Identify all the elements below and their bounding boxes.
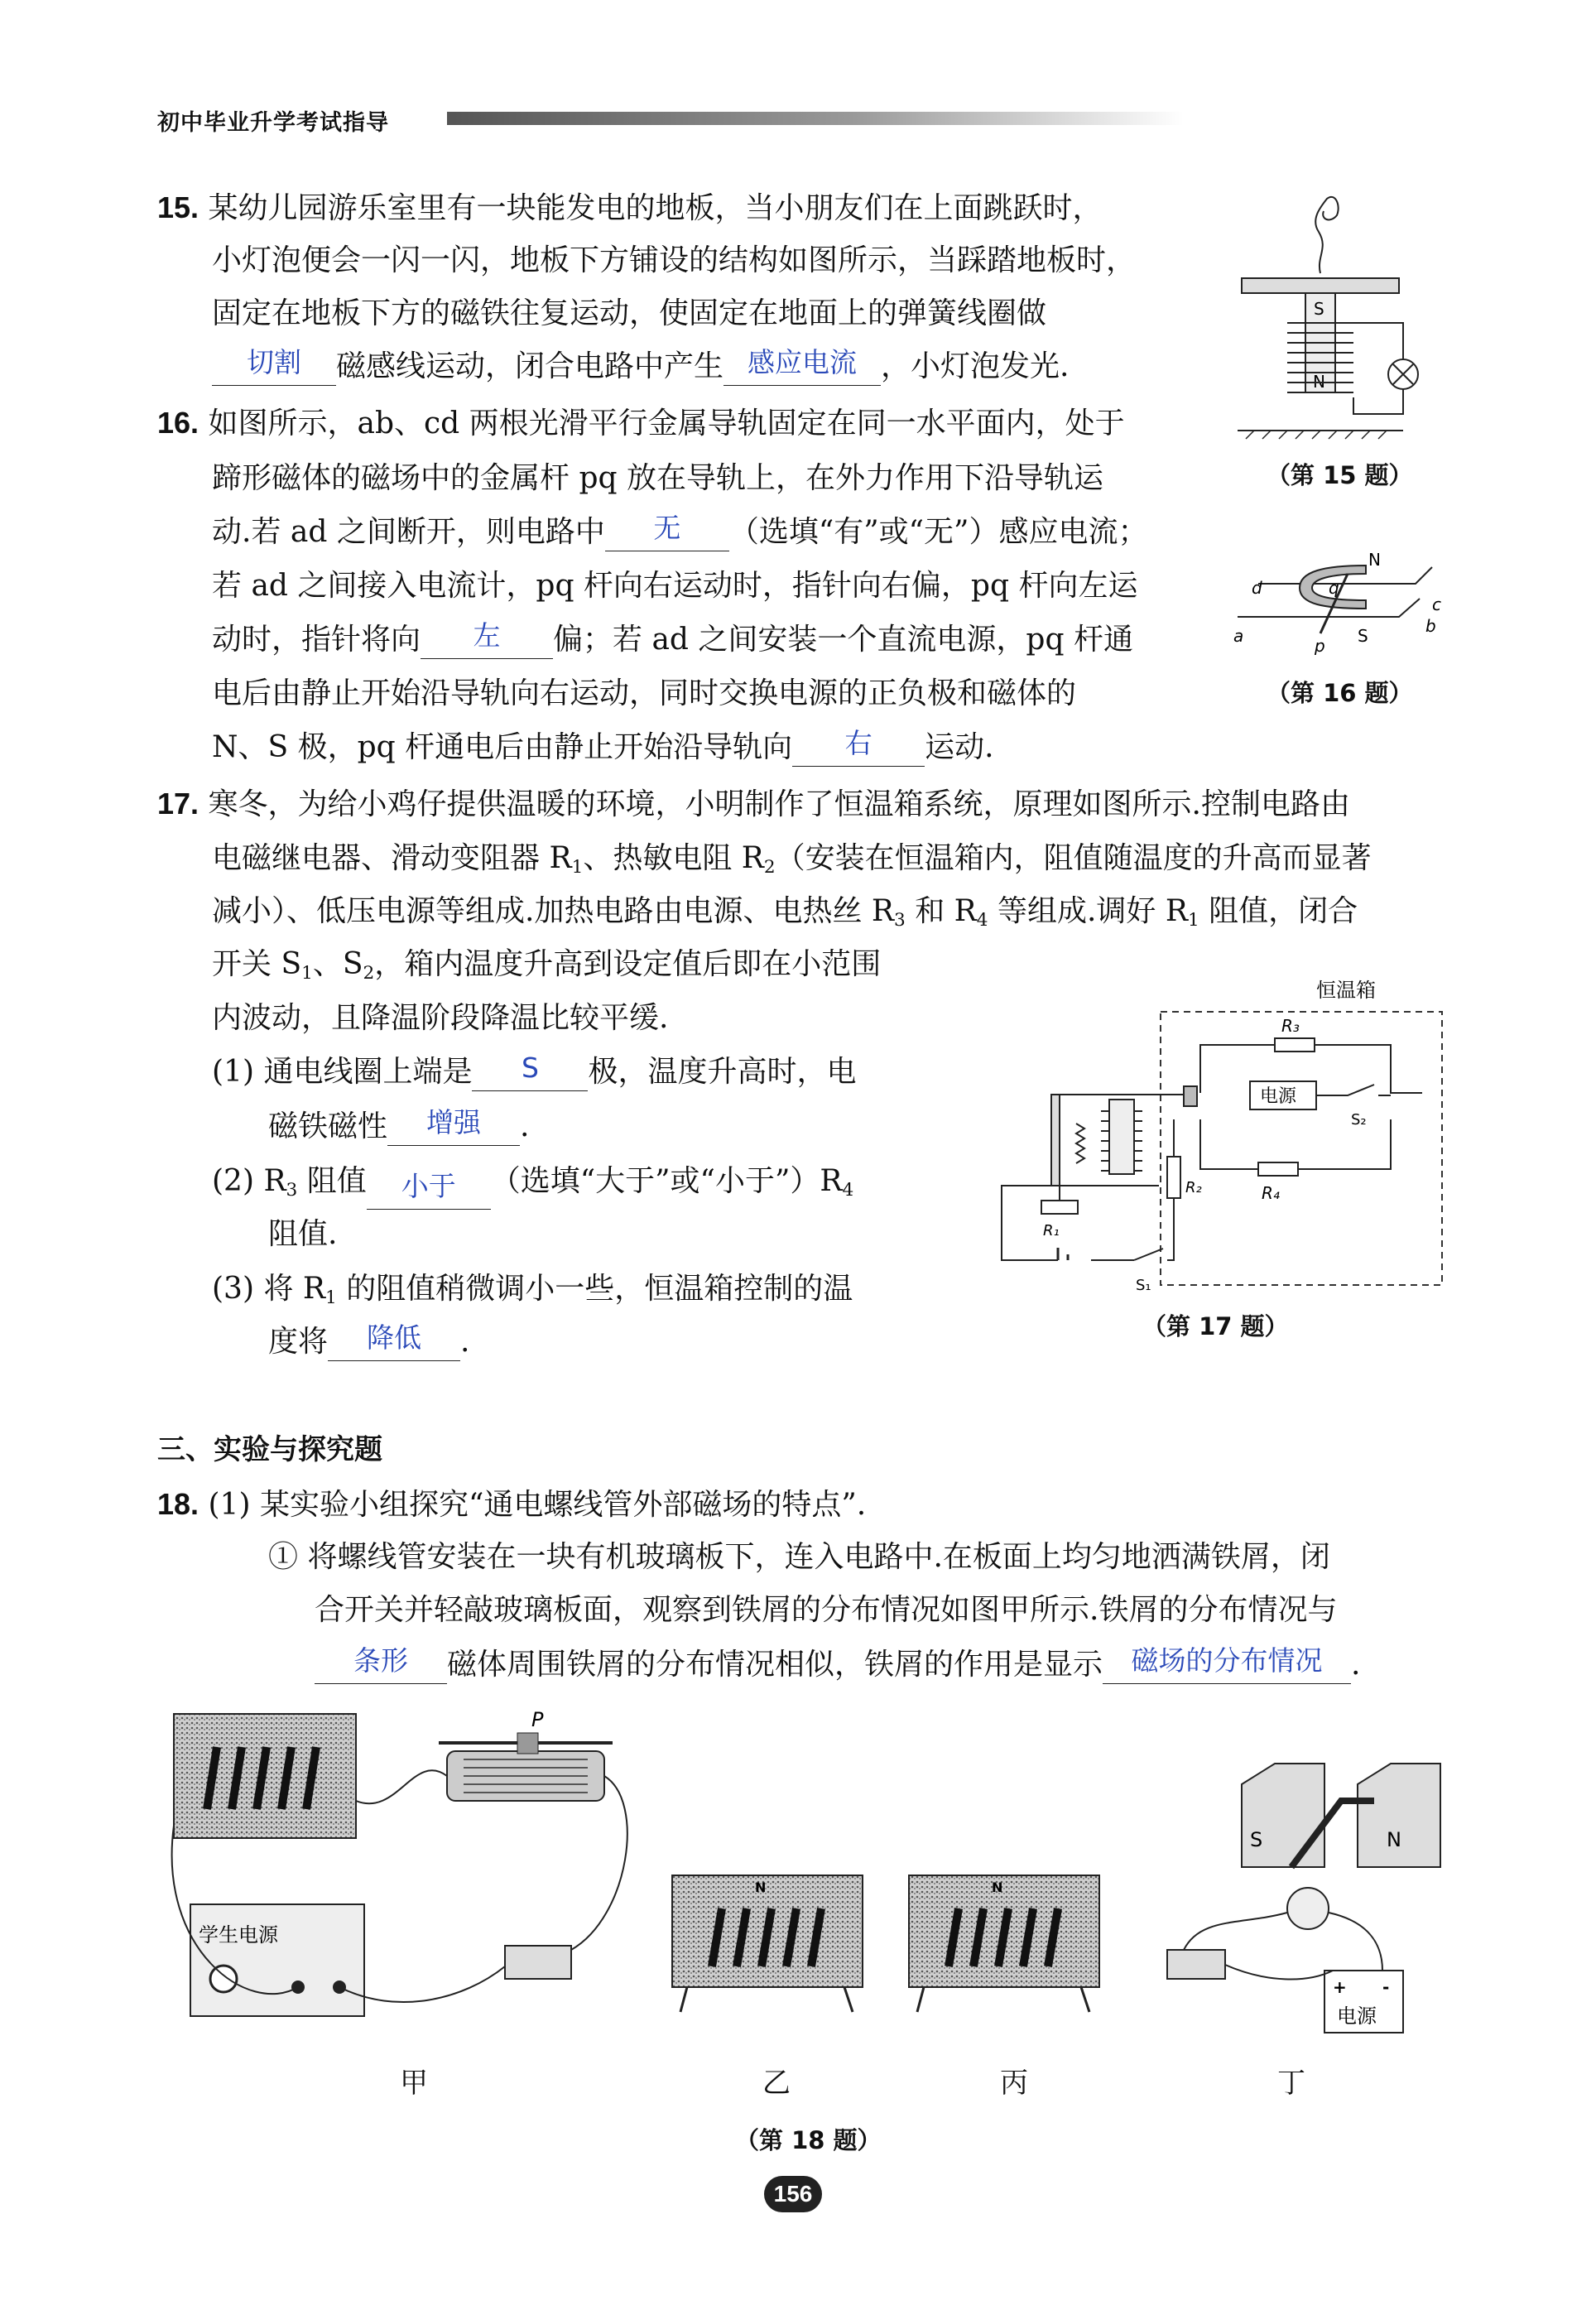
q17-caption: （第 17 题） [1142, 1312, 1289, 1340]
power-supply-icon [190, 1904, 364, 2016]
q16-blank2[interactable] [421, 619, 553, 659]
fig16-a-label: a [1233, 626, 1244, 646]
q16-answer1: 无 [653, 512, 681, 544]
q15-blank1[interactable] [212, 346, 336, 386]
q18-line1: 18. (1) 某实验小组探究“通电螺线管外部磁场的特点”. [157, 1487, 867, 1522]
fig17-r3-label: R₃ [1281, 1016, 1300, 1036]
fig17-r1-label: R₁ [1043, 1222, 1060, 1239]
fig17-s2-label: S₂ [1351, 1111, 1367, 1129]
fig17-r4-label: R₄ [1262, 1183, 1280, 1203]
q17-answer2: 增强 [426, 1106, 482, 1138]
section-title: 三、实验与探究题 [157, 1433, 382, 1466]
q16-line5: 动时，指针将向 左 偏；若 ad 之间安装一个直流电源，pq 杆通 [212, 621, 1133, 659]
q18-blank1[interactable] [315, 1644, 447, 1684]
fig18-bing [909, 1875, 1099, 2012]
q17-blank3[interactable] [367, 1170, 491, 1210]
q18-answer1: 条形 [353, 1644, 408, 1677]
q17-number: 17. [157, 787, 200, 821]
fig15-s-label: S [1314, 299, 1324, 319]
q16-line4: 若 ad 之间接入电流计，pq 杆向右运动时，指针向右偏，pq 杆向左运 [212, 569, 1138, 603]
q15-line4: 切割 磁感线运动，闭合电路中产生 感应电流 ，小灯泡发光. [212, 348, 1069, 386]
q17-part3-cont: 度将 降低 . [268, 1323, 469, 1361]
fig15-n-label: N [1313, 372, 1325, 392]
fig18-ding-n-label: N [1387, 1828, 1401, 1851]
q16-line7: N、S 极，pq 杆通电后由静止开始沿导轨向 右 运动. [212, 729, 994, 767]
fig18-bing-n-label: N [992, 1879, 1003, 1895]
fig17-s1-label: S₁ [1136, 1277, 1151, 1294]
fig18-power-label: 电源 [1337, 2005, 1377, 2028]
q17-line3: 减小）、低压电源等组成.加热电路由电源、电热丝 $R_3$ 和 $R_4$ 等组成.调好 $R_1$ 阻值，闭合 [212, 894, 1358, 931]
q16-blank3[interactable] [792, 727, 925, 767]
header-bar [447, 112, 1184, 125]
q16-line6: 电后由静止开始沿导轨向右运动，同时交换电源的正负极和磁体的 [212, 676, 1077, 710]
q17-part3: (3) 将 $R_1$ 的阻值稍微调小一些，恒温箱控制的温 [212, 1272, 853, 1308]
q17-part2: (2) $R_3$ 阻值 小于 （选填“大于”或“小于$”)R_4$ [212, 1162, 853, 1210]
q16-line3: 动.若 ad 之间断开，则电路中 无 （选填“有”或“无”）感应电流； [212, 513, 1147, 551]
q18-figure [166, 1701, 1457, 2049]
q17-part1-cont: 磁铁磁性 增强 . [268, 1108, 529, 1146]
fig16-c-label: c [1432, 594, 1441, 614]
q17-blank4[interactable] [328, 1321, 460, 1361]
fig16-q-label: q [1329, 578, 1339, 598]
q18-blank2[interactable] [1103, 1644, 1351, 1684]
q17-part1: (1) 通电线圈上端是 S 极，温度升高时，电 [212, 1053, 856, 1091]
q17-answer3: 小于 [401, 1170, 456, 1202]
fig18-yi [672, 1875, 863, 2012]
q15-line1: 15. 某幼儿园游乐室里有一块能发电的地板，当小朋友们在上面跳跃时， [157, 190, 1103, 225]
fig16-b-label: b [1425, 616, 1436, 636]
fig18-yi-n-label: N [755, 1879, 767, 1895]
fig16-p-label: p [1315, 636, 1325, 656]
q17-part2-cont: 阻值. [268, 1217, 338, 1251]
q18-answer2: 磁场的分布情况 [1131, 1644, 1323, 1677]
q15-line3: 固定在地板下方的磁铁往复运动，使固定在地面上的弹簧线圈做 [212, 296, 1047, 330]
q17-answer4: 降低 [367, 1321, 422, 1354]
q16-blank1[interactable] [605, 512, 729, 551]
q18-line3: 合开关并轻敲玻璃板面，观察到铁屑的分布情况如图甲所示.铁屑的分布情况与 [315, 1593, 1338, 1627]
q17-line1: 17. 寒冬，为给小鸡仔提供温暖的环境，小明制作了恒温箱系统，原理如图所示.控制电路由 [157, 787, 1350, 821]
q16-number: 16. [157, 406, 200, 440]
fig16-d-label: d [1252, 578, 1262, 598]
fig18-label-ding: 丁 [1277, 2067, 1305, 2100]
q15-blank2[interactable] [723, 346, 881, 386]
q17-blank1[interactable] [472, 1052, 588, 1091]
q15-answer1: 切割 [247, 346, 301, 378]
q18-number: 18. [157, 1487, 200, 1521]
q16-answer2: 左 [473, 619, 501, 652]
fig18-label-yi: 乙 [762, 2067, 791, 2100]
fig16-n-label: N [1368, 551, 1381, 570]
svg-text:+: + [1333, 1977, 1347, 1997]
q17-line4: 开关 $S_1$、$S_2$，箱内温度升高到设定值后即在小范围 [212, 947, 882, 984]
q16-figure [1233, 551, 1449, 658]
switch-icon [505, 1946, 571, 1979]
fig18-p-label: P [531, 1708, 544, 1731]
q16-line2: 蹄形磁体的磁场中的金属杆 pq 放在导轨上，在外力作用下沿导轨运 [212, 461, 1103, 495]
svg-text:-: - [1382, 1977, 1390, 1997]
header-title: 初中毕业升学考试指导 [157, 110, 389, 136]
fig18-supply-label: 学生电源 [199, 1923, 278, 1947]
fig16-s-label: S [1358, 626, 1368, 646]
fig17-power-label: 电源 [1260, 1086, 1297, 1107]
q17-line2: 电磁继电器、滑动变阻器 $R_1$、热敏电阻 $R_2$（安装在恒温箱内，阻值随温度的升高而显著 [212, 841, 1372, 878]
page-number: 156 [764, 2176, 822, 2212]
q16-answer3: 右 [844, 727, 873, 759]
q15-answer2: 感应电流 [748, 346, 858, 378]
fig18-jia [172, 1708, 627, 2016]
q18-caption: （第 18 题） [735, 2126, 882, 2154]
fig18-label-jia: 甲 [400, 2067, 428, 2100]
q17-figure [960, 979, 1449, 1310]
q15-number: 15. [157, 190, 200, 224]
q18-line4: 条形 磁体周围铁屑的分布情况相似，铁屑的作用是显示 磁场的分布情况 . [315, 1646, 1360, 1684]
fig18-s-label: S [1250, 1828, 1263, 1851]
fig18-ding [1167, 1764, 1440, 2033]
fig18-label-bing: 丙 [1000, 2067, 1028, 2100]
q16-line1: 16. 如图所示，ab、cd 两根光滑平行金属导轨固定在同一水平面内，处于 [157, 406, 1125, 440]
q16-caption: （第 16 题） [1267, 679, 1413, 707]
q18-line2: ① 将螺线管安装在一块有机玻璃板下，连入电路中.在板面上均匀地洒满铁屑，闭 [268, 1540, 1330, 1574]
fig17-box-label: 恒温箱 [1316, 979, 1376, 1002]
q15-figure [1238, 190, 1453, 447]
fig17-r2-label: R₂ [1185, 1179, 1202, 1196]
q15-caption: （第 15 题） [1267, 461, 1413, 489]
q17-line5: 内波动，且降温阶段降温比较平缓. [212, 1001, 669, 1035]
q15-line2: 小灯泡便会一闪一闪，地板下方铺设的结构如图所示，当踩踏地板时， [212, 243, 1137, 277]
q17-answer1: S [521, 1052, 539, 1084]
